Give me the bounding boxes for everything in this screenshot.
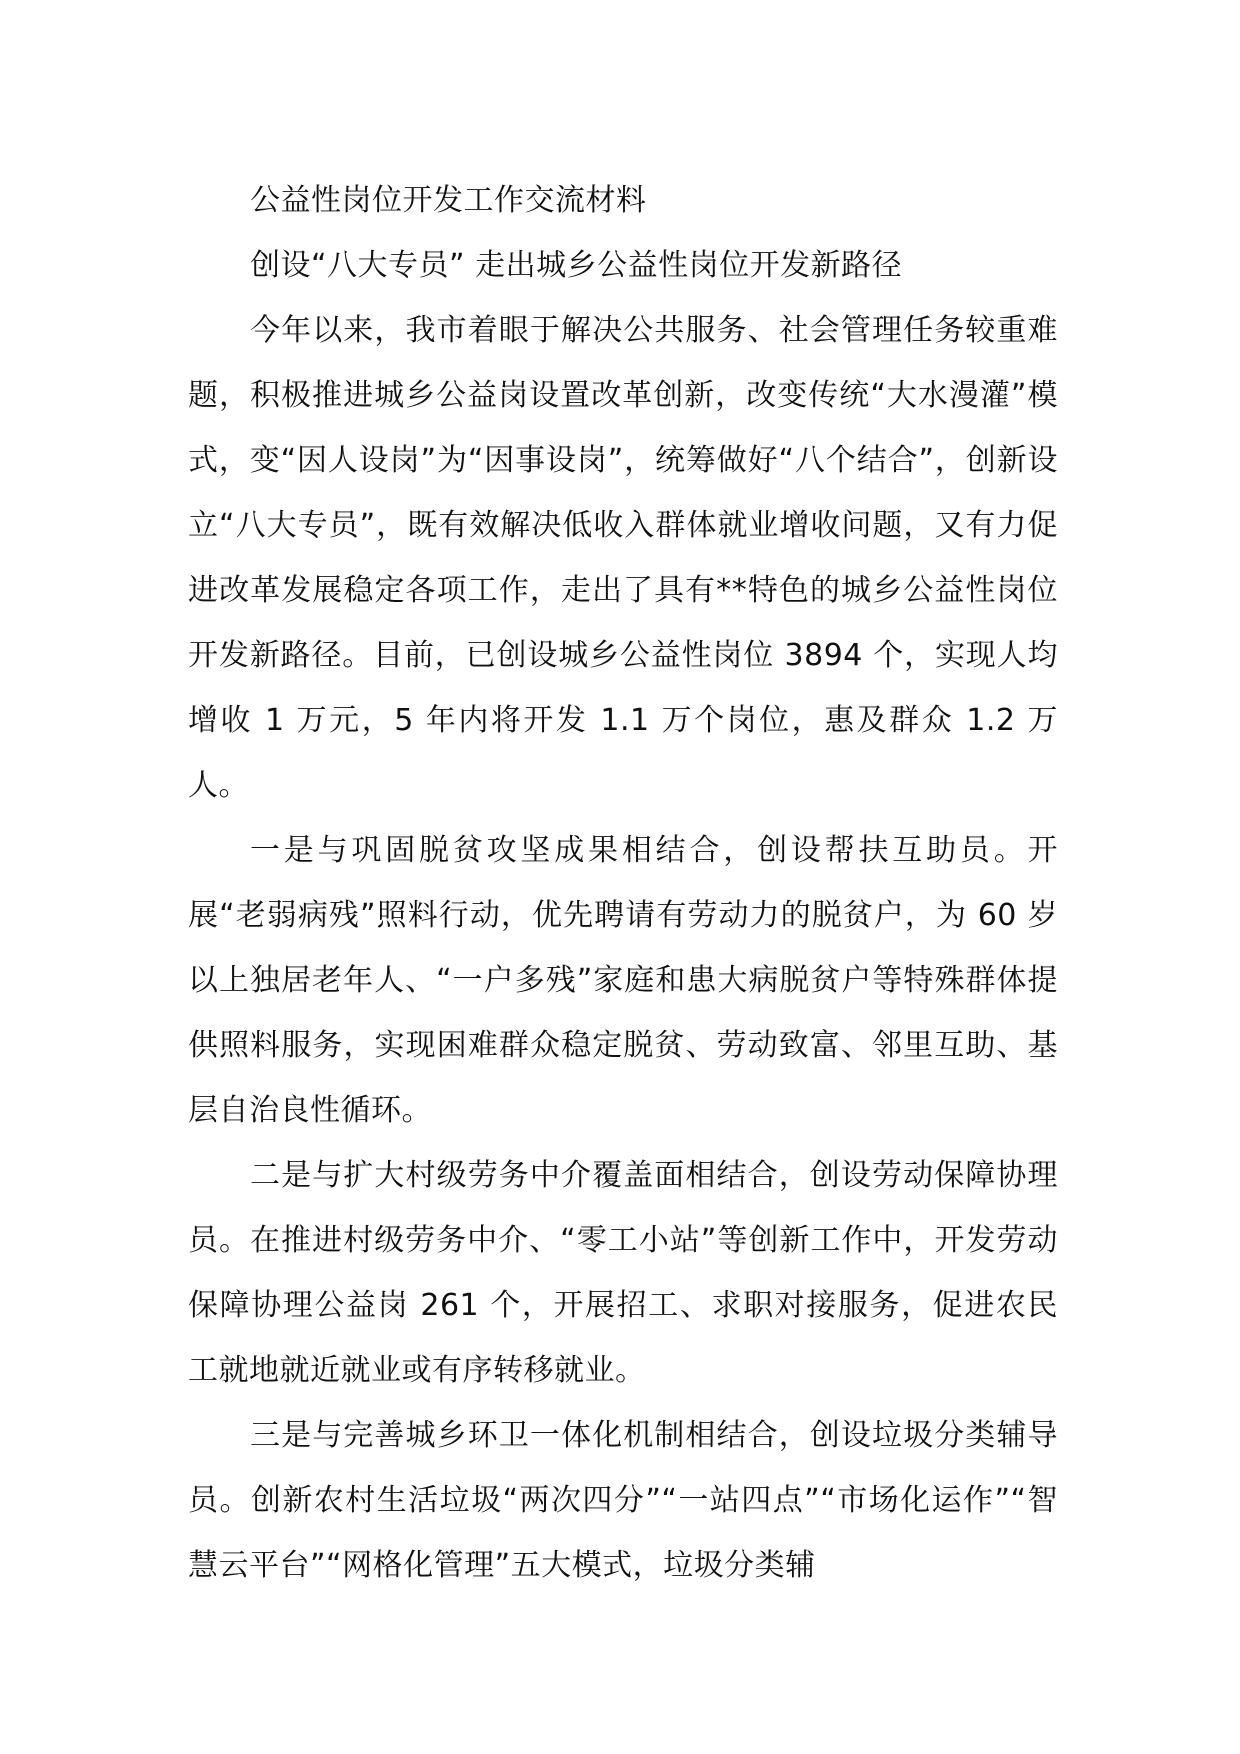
paragraph-point-one: 一是与巩固脱贫攻坚成果相结合，创设帮扶互助员。开展“老弱病残”照料行动，优先聘请有劳动力的脱贫户，为 60 岁以上独居老年人、“一户多残”家庭和患大病脱贫户等特殊群体提供照料服务，实现困难群众稳定脱贫、劳动致富、邻里互助、基层自治良性循环。: [188, 833, 1058, 1128]
paragraph-point-two: 二是与扩大村级劳务中介覆盖面相结合，创设劳动保障协理员。在推进村级劳务中介、“零工小站”等创新工作中，开发劳动保障协理公益岗 261 个，开展招工、求职对接服务，促进农民工就地就近就业或有序转移就业。: [188, 1158, 1058, 1388]
paragraph-intro: 今年以来，我市着眼于解决公共服务、社会管理任务较重难题，积极推进城乡公益岗设置改革创新，改变传统“大水漫灌”模式，变“因人设岗”为“因事设岗”，统筹做好“八个结合”，创新设立“八大专员”，既有效解决低收入群体就业增收问题，又有力促进改革发展稳定各项工作，走出了具有**特色的城乡公益性岗位开发新路径。目前，已创设城乡公益性岗位 3894 个，实现人均增收 1 万元，5 年内将开发 1.1 万个岗位，惠及群众 1.2 万人。: [188, 313, 1058, 803]
document-subtitle: 创设“八大专员” 走出城乡公益性岗位开发新路径: [250, 248, 903, 283]
paragraph-point-three: 三是与完善城乡环卫一体化机制相结合，创设垃圾分类辅导员。创新农村生活垃圾“两次四分”“一站四点”“市场化运作”“智慧云平台”“网格化管理”五大模式，垃圾分类辅: [188, 1418, 1058, 1583]
document-title: 公益性岗位开发工作交流材料: [250, 183, 647, 218]
document-body: [188, 168, 1058, 1598]
